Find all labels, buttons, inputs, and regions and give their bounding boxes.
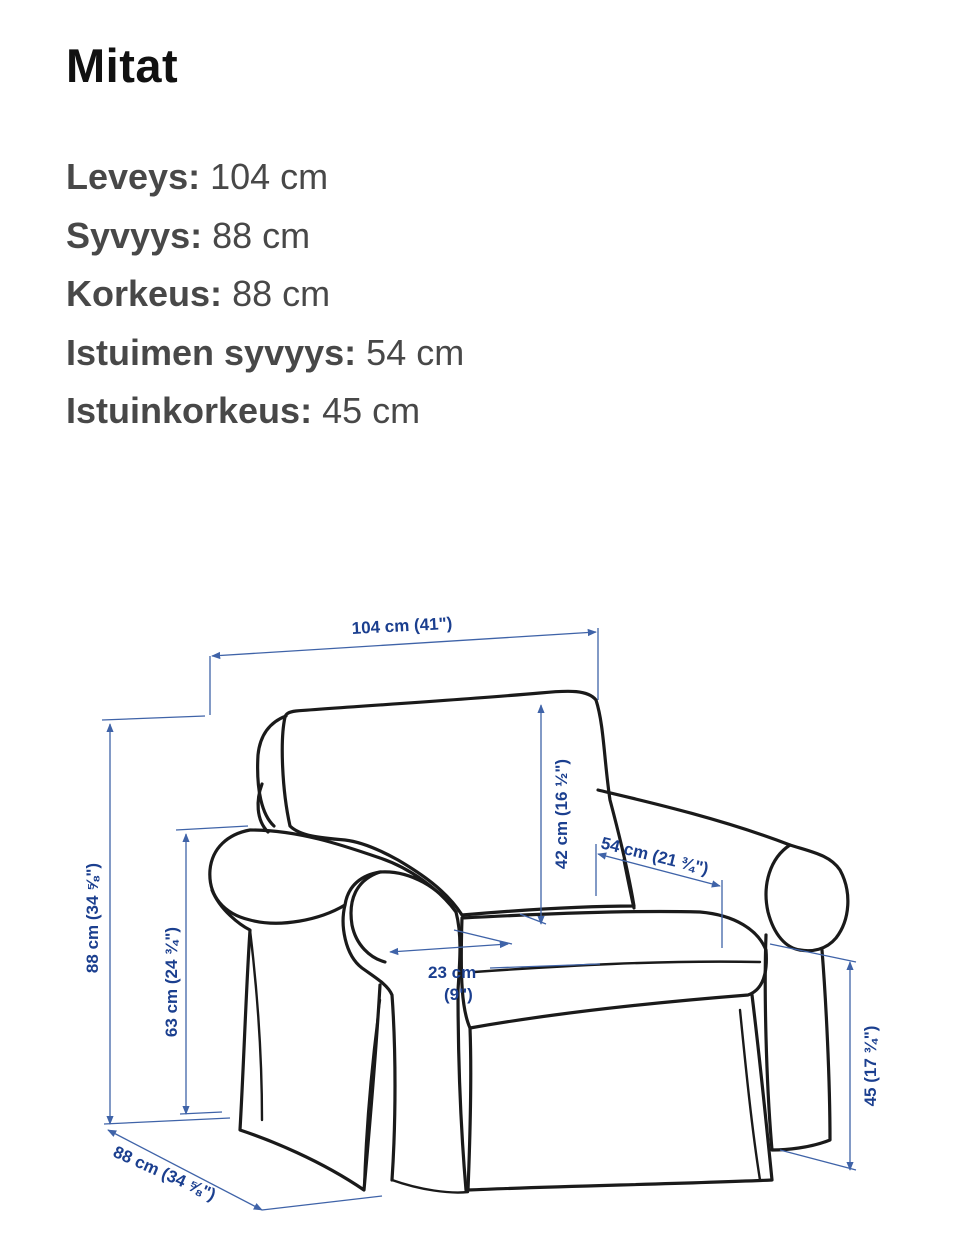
spec-width (66, 148, 464, 207)
spec-height-value: 88 cm (232, 273, 331, 314)
height-dimension-label: 88 cm (34 ⅝") (83, 862, 102, 974)
right-arm-front-roll (766, 845, 800, 950)
spec-height (66, 265, 464, 324)
spec-width-label: Leveys: (66, 156, 201, 197)
width-dimension-label: 104 cm (41") (351, 613, 453, 638)
back-height-dimension-label: 42 cm (16 ½") (552, 758, 571, 870)
spec-depth-label: Syvyys: (66, 214, 203, 256)
spec-depth (66, 207, 464, 266)
depth-dimension-label: 88 cm (34 ⅝") (110, 1142, 219, 1205)
spec-width-value: 104 cm (210, 156, 329, 197)
armchair-dimension-diagram (0, 560, 960, 1254)
spec-seat-depth-label: Istuimen syvyys: (66, 331, 357, 373)
spec-depth-value: 88 cm (212, 214, 311, 256)
left-arm-front-curl (351, 872, 385, 962)
dimension-lines (102, 628, 856, 1210)
armchair-drawing (210, 691, 848, 1192)
dimensions-list (66, 148, 464, 441)
left-arm-roll (210, 830, 456, 923)
seat-height-dimension-label: 45 (17 ¾") (861, 1025, 880, 1107)
seat-depth-dimension-label: 54 cm (21 ¾") (599, 833, 711, 879)
spec-seat-depth (66, 324, 464, 383)
page-title: Mitat (66, 39, 179, 92)
arm-height-dimension-label: 63 cm (24 ¾") (162, 926, 181, 1038)
spec-seat-height-label: Istuinkorkeus: (66, 390, 313, 431)
spec-seat-height (66, 382, 464, 441)
back-cushion (282, 691, 634, 915)
right-arm-side (765, 935, 830, 1150)
right-arm-inner (624, 860, 634, 908)
spec-seat-height-value: 45 cm (322, 390, 421, 431)
arm-width-inch-label: (9") (444, 985, 473, 1004)
arm-width-dimension-label: 23 cm (428, 963, 477, 982)
spec-seat-depth-value: 54 cm (366, 331, 465, 373)
spec-height-label: Korkeus: (66, 273, 223, 314)
right-arm-top (598, 790, 848, 951)
front-skirt (468, 995, 772, 1190)
